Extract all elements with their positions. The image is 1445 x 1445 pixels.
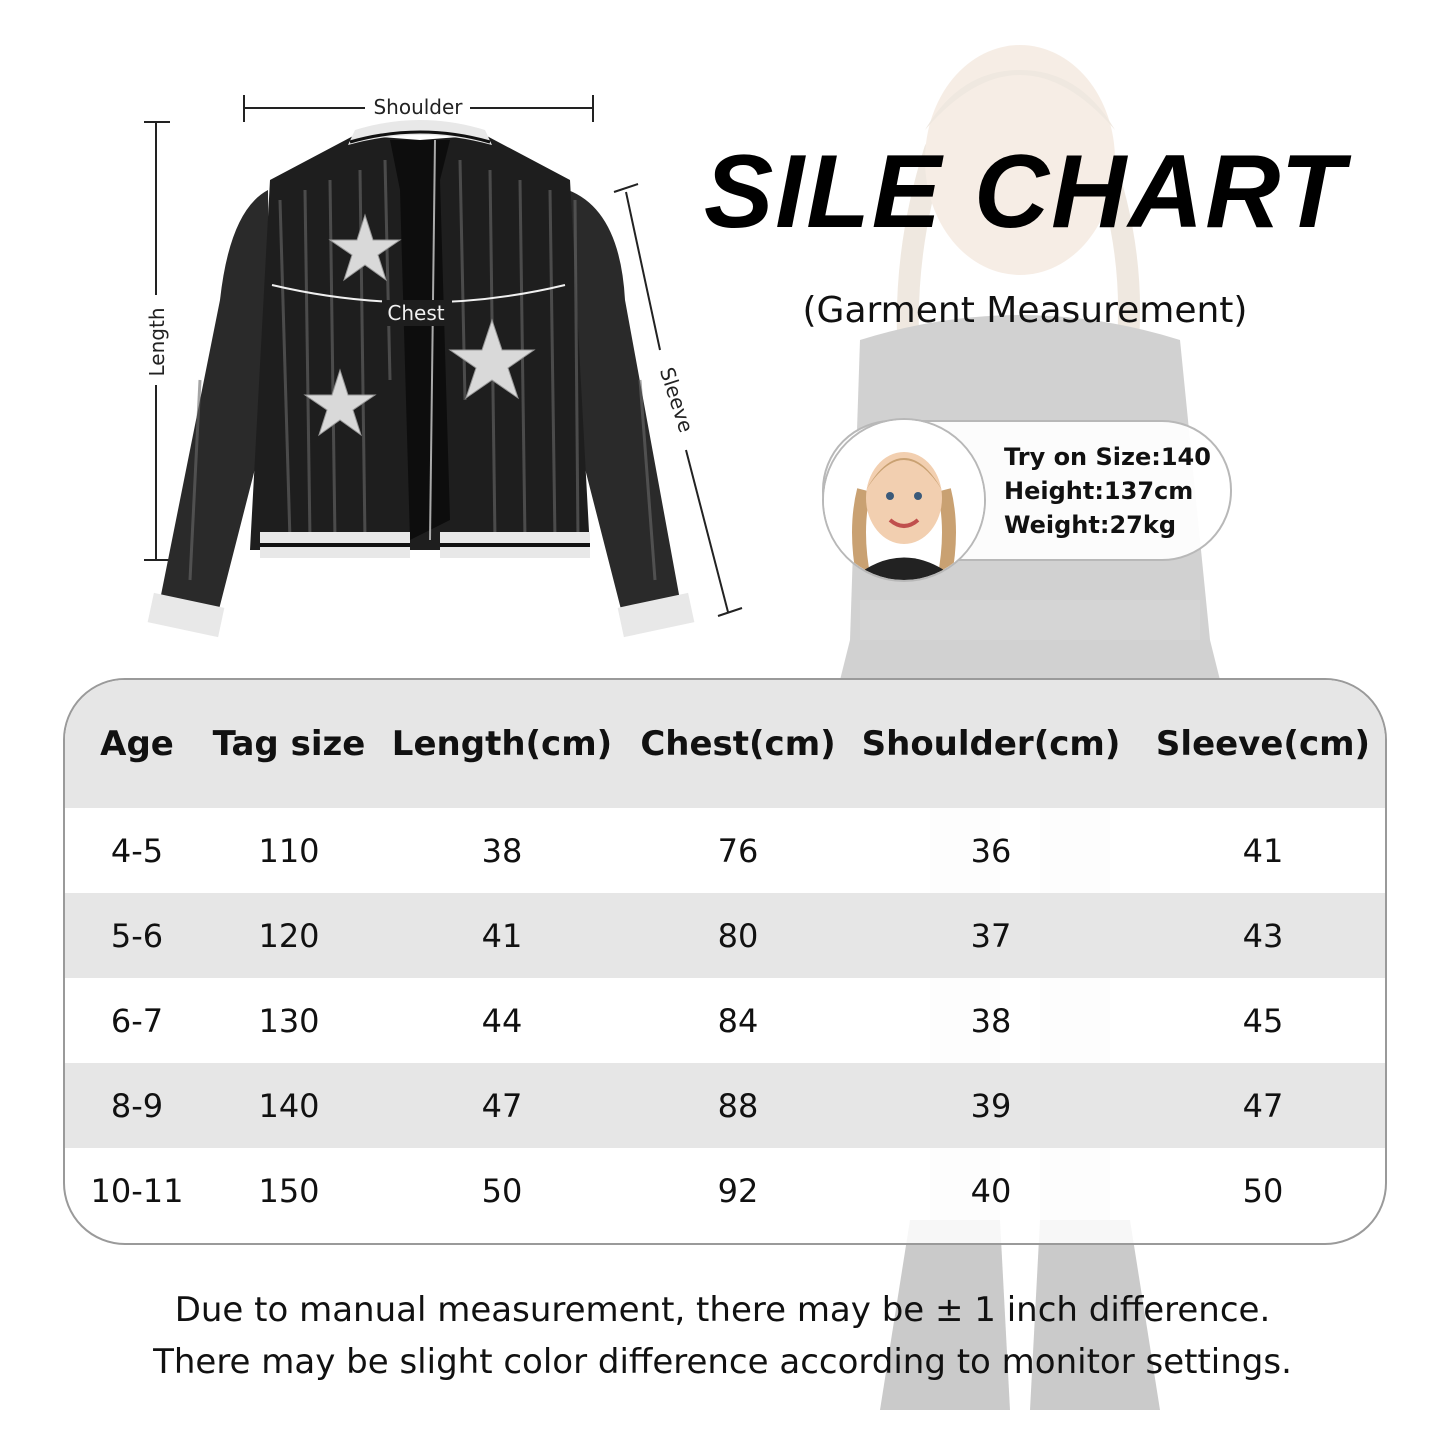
- model-portrait-image: [824, 420, 984, 580]
- cell-chest: 84: [717, 1001, 759, 1040]
- cell-length: 38: [481, 831, 523, 870]
- header-age: Age: [100, 724, 174, 764]
- cell-age: 5-6: [110, 916, 164, 955]
- model-info-text: [1004, 440, 1211, 542]
- cell-age: 8-9: [110, 1086, 164, 1125]
- cell-shoulder: 40: [970, 1171, 1012, 1210]
- header-sleeve: Sleeve(cm): [1155, 724, 1371, 764]
- cell-tag-size: 130: [258, 1001, 320, 1040]
- model-avatar: [822, 418, 986, 582]
- cell-sleeve: 50: [1242, 1171, 1284, 1210]
- model-try-on-size: Try on Size:140: [1004, 443, 1211, 471]
- cell-shoulder: 36: [970, 831, 1012, 870]
- cell-sleeve: 45: [1242, 1001, 1284, 1040]
- length-guide: [144, 122, 170, 560]
- table-row: [65, 1063, 1385, 1148]
- cell-tag-size: 120: [258, 916, 320, 955]
- model-height: Height:137cm: [1004, 477, 1194, 505]
- page-subtitle: (Garment Measurement): [802, 290, 1248, 331]
- measurement-note: Due to manual measurement, there may be ± 1 inch difference.: [174, 1290, 1271, 1330]
- jacket-diagram: [120, 80, 760, 650]
- cell-length: 41: [481, 916, 523, 955]
- cell-age: 4-5: [110, 831, 164, 870]
- cell-length: 47: [481, 1086, 523, 1125]
- chest-label: Chest: [387, 301, 445, 325]
- shoulder-guide: [244, 95, 593, 122]
- shoulder-label: Shoulder: [373, 95, 463, 119]
- model-weight: Weight:27kg: [1004, 511, 1176, 539]
- cell-tag-size: 140: [258, 1086, 320, 1125]
- header-length: Length(cm): [391, 724, 613, 764]
- cell-tag-size: 110: [258, 831, 320, 870]
- cell-shoulder: 37: [970, 916, 1012, 955]
- table-row: [65, 1148, 1385, 1233]
- table-row: [65, 808, 1385, 893]
- cell-length: 44: [481, 1001, 523, 1040]
- page-title: SILE CHART: [703, 134, 1347, 250]
- cell-sleeve: 47: [1242, 1086, 1284, 1125]
- size-table: [63, 678, 1387, 1245]
- table-row: [65, 893, 1385, 978]
- length-label: Length: [145, 307, 169, 377]
- cell-age: 6-7: [110, 1001, 164, 1040]
- sleeve-label: Sleeve: [654, 364, 699, 436]
- cell-sleeve: 43: [1242, 916, 1284, 955]
- cell-chest: 88: [717, 1086, 759, 1125]
- cell-shoulder: 39: [970, 1086, 1012, 1125]
- table-header-row: [65, 680, 1385, 808]
- table-row: [65, 978, 1385, 1063]
- cell-length: 50: [481, 1171, 523, 1210]
- cell-shoulder: 38: [970, 1001, 1012, 1040]
- cell-sleeve: 41: [1242, 831, 1284, 870]
- header-shoulder: Shoulder(cm): [861, 724, 1121, 764]
- cell-chest: 92: [717, 1171, 759, 1210]
- cell-tag-size: 150: [258, 1171, 320, 1210]
- header-chest: Chest(cm): [640, 724, 836, 764]
- header-tag-size: Tag size: [212, 724, 366, 764]
- sequin-jacket: [148, 120, 695, 637]
- cell-chest: 80: [717, 916, 759, 955]
- cell-chest: 76: [717, 831, 759, 870]
- color-note: There may be slight color difference according to monitor settings.: [153, 1342, 1292, 1382]
- cell-age: 10-11: [90, 1171, 184, 1210]
